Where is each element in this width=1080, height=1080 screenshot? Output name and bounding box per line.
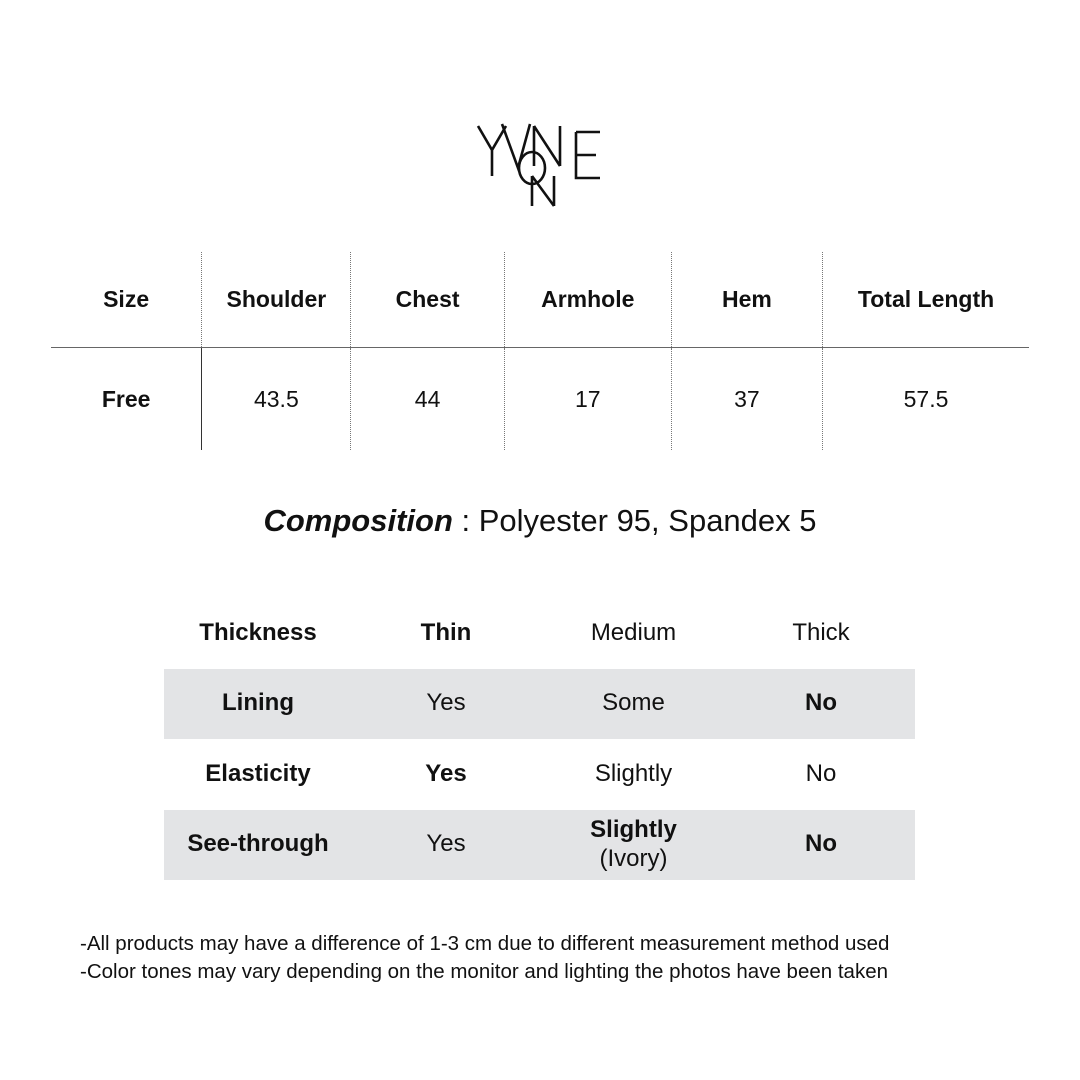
note-color: -Color tones may vary depending on the monitor and lighting the photos have been taken: [80, 960, 888, 983]
composition-value: Polyester 95, Spandex 5: [478, 503, 817, 538]
header-shoulder: Shoulder: [201, 252, 350, 347]
thickness-option-medium: Medium: [590, 618, 677, 646]
header-armhole: Armhole: [504, 252, 671, 347]
lining-label: Lining: [164, 669, 352, 740]
see-through-label: See-through: [164, 810, 352, 881]
yvonne-logo-icon: [470, 118, 610, 213]
thickness-label: Thickness: [199, 618, 317, 646]
thickness-row: [164, 598, 915, 669]
composition-separator: :: [452, 503, 479, 538]
lining-option-no: No: [727, 669, 915, 740]
size-value: Free: [101, 385, 151, 412]
size-table-header: [51, 252, 1029, 348]
see-through-slightly-text: Slightly: [590, 815, 677, 843]
property-table: [164, 598, 915, 880]
size-table: [51, 252, 1029, 450]
see-through-option-slightly: [540, 810, 727, 881]
composition-line: [0, 503, 1080, 539]
elasticity-option-no: No: [805, 759, 837, 787]
header-size: Size: [103, 286, 150, 312]
hem-value: 37: [671, 348, 822, 450]
elasticity-label: Elasticity: [205, 759, 311, 787]
lining-option-yes: Yes: [352, 669, 540, 740]
total-length-value: 57.5: [822, 348, 1029, 450]
composition-label: Composition: [263, 503, 453, 538]
size-table-row: [51, 348, 1029, 450]
see-through-row: [164, 810, 915, 881]
lining-row: [164, 669, 915, 740]
header-chest: Chest: [350, 252, 503, 347]
notes: [80, 930, 889, 986]
see-through-option-yes: Yes: [352, 810, 540, 881]
elasticity-option-slightly: Slightly: [594, 759, 673, 787]
header-hem: Hem: [671, 252, 822, 347]
thickness-option-thin: Thin: [420, 618, 472, 646]
note-measurement: -All products may have a difference of 1-3 cm due to different measurement method used: [80, 932, 890, 955]
elasticity-row: [164, 739, 915, 810]
shoulder-value: 43.5: [201, 348, 350, 450]
lining-option-some: Some: [540, 669, 727, 740]
armhole-value: 17: [504, 348, 671, 450]
see-through-option-no: No: [727, 810, 915, 881]
see-through-note: (Ivory): [599, 844, 668, 872]
chest-value: 44: [350, 348, 503, 450]
header-total-length: Total Length: [822, 252, 1029, 347]
elasticity-option-yes: Yes: [425, 759, 467, 787]
thickness-option-thick: Thick: [792, 618, 850, 646]
brand-logo: [470, 118, 610, 213]
